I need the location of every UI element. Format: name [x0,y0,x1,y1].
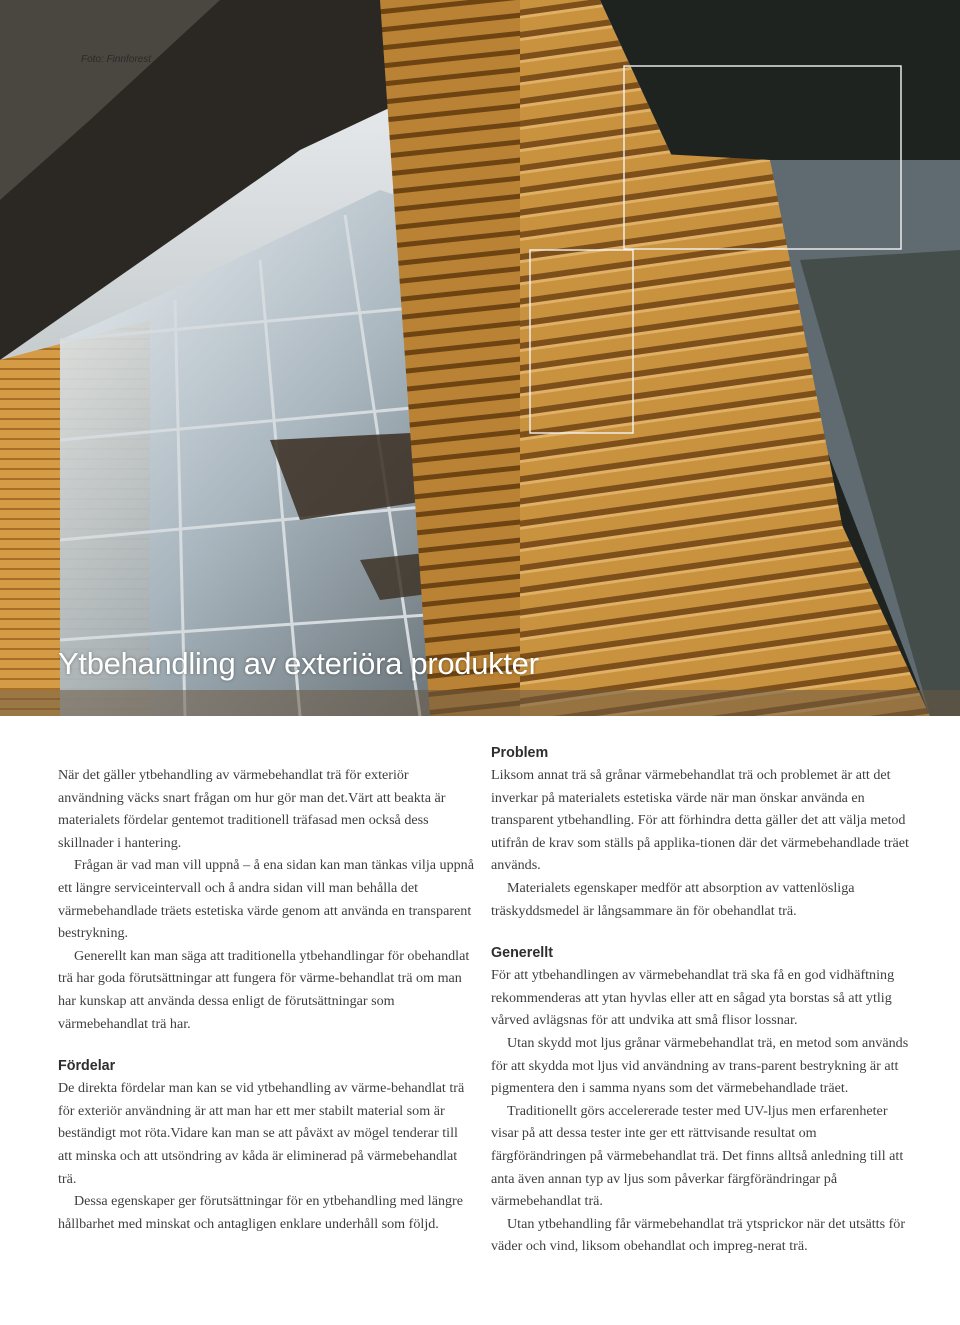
section-heading-fordelar: Fördelar [58,1058,116,1075]
paragraph: För att ytbehandlingen av värmebehandlat trä ska få en god vidhäftning rekommenderas att ytan hyvlas eller att en sågad yta borstas så att ytlig vårved avlägsnas för att undvika att små flisor lossnar. [491,967,895,1029]
section-heading-generellt: Generellt [491,945,553,962]
paragraph: Frågan är vad man vill uppnå – å ena sidan kan man tänkas vilja uppnå ett längre serviceintervall och å andra sidan vill man behålla det värmebehandlade träets estetiska värde genom att använda en transparent bestrykning. [58,857,474,942]
paragraph: Dessa egenskaper ger förutsättningar för en ytbehandling med längre hållbarhet med minskat och antagligen enklare underhåll som följd. [58,1193,464,1232]
paragraph: Utan skydd mot ljus grånar värmebehandlat trä, en metod som används för att skydda mot ljus vid användning av trans-parent bestrykning är att pigmentera den i samma nyans som det värmebehandlade träet. [491,1034,909,1097]
paragraph: Traditionellt görs accelererade tester med UV-ljus men erfarenheter visar på att dessa tester inte ger ett rättvisande resultat om färgförändringen på värmebehandlat trä. Det finns alltså anledning till att anta även annan typ av ljus som påverkar färgförändringar på värmebehandlat trä. [491,1102,904,1210]
right-column [491,742,913,1258]
left-column [58,764,474,1235]
photo-credit: Foto: Finnforest [81,54,152,65]
section-heading-problem: Problem [491,745,549,761]
paragraph: Liksom annat trä så grånar värmebehandlat trä och problemet är att det inverkar på materialets estetiska värde när man önskar använda en transparent ytbehandling. För att förhindra detta gäller det att välja metod utifrån de krav som ställs på applika-tionen där det värmebehandlade träet används. [491,767,909,874]
paragraph: Materialets egenskaper medför att absorption av vattenlösliga träskyddsmedel är långsammare än för obehandlat trä. [491,879,855,919]
paragraph: Generellt kan man säga att traditionella ytbehandlingar för obehandlat trä har goda förutsättningar att fungera för värme-behandlat trä om man har kunskap att använda dessa enligt de förutsättningar som värmebehandlat trä har. [58,947,470,1032]
paragraph: De direkta fördelar man kan se vid ytbehandling av värme-behandlat trä för exteriör användning är att man har ett mer stabilt material som är beständigt mot röta.Vidare kan man se att påväxt av mögel tenderar till att minska och att utsöndring av kåda är eliminerad på värmebehandlat trä. [58,1080,465,1187]
page-title: Ytbehandling av exteriöra produkter [58,646,539,681]
paragraph: Utan ytbehandling får värmebehandlat trä ytsprickor när det utsätts för väder och vind, liksom obehandlat och impreg-nerat trä. [491,1215,906,1255]
intro-paragraph: När det gäller ytbehandling av värmebehandlat trä för exteriör användning väcks snart frågan om hur gör man det.Värt att beakta är materialets fördelar gentemot traditionell träfasad men också dess skillnader i hantering. [58,767,446,851]
